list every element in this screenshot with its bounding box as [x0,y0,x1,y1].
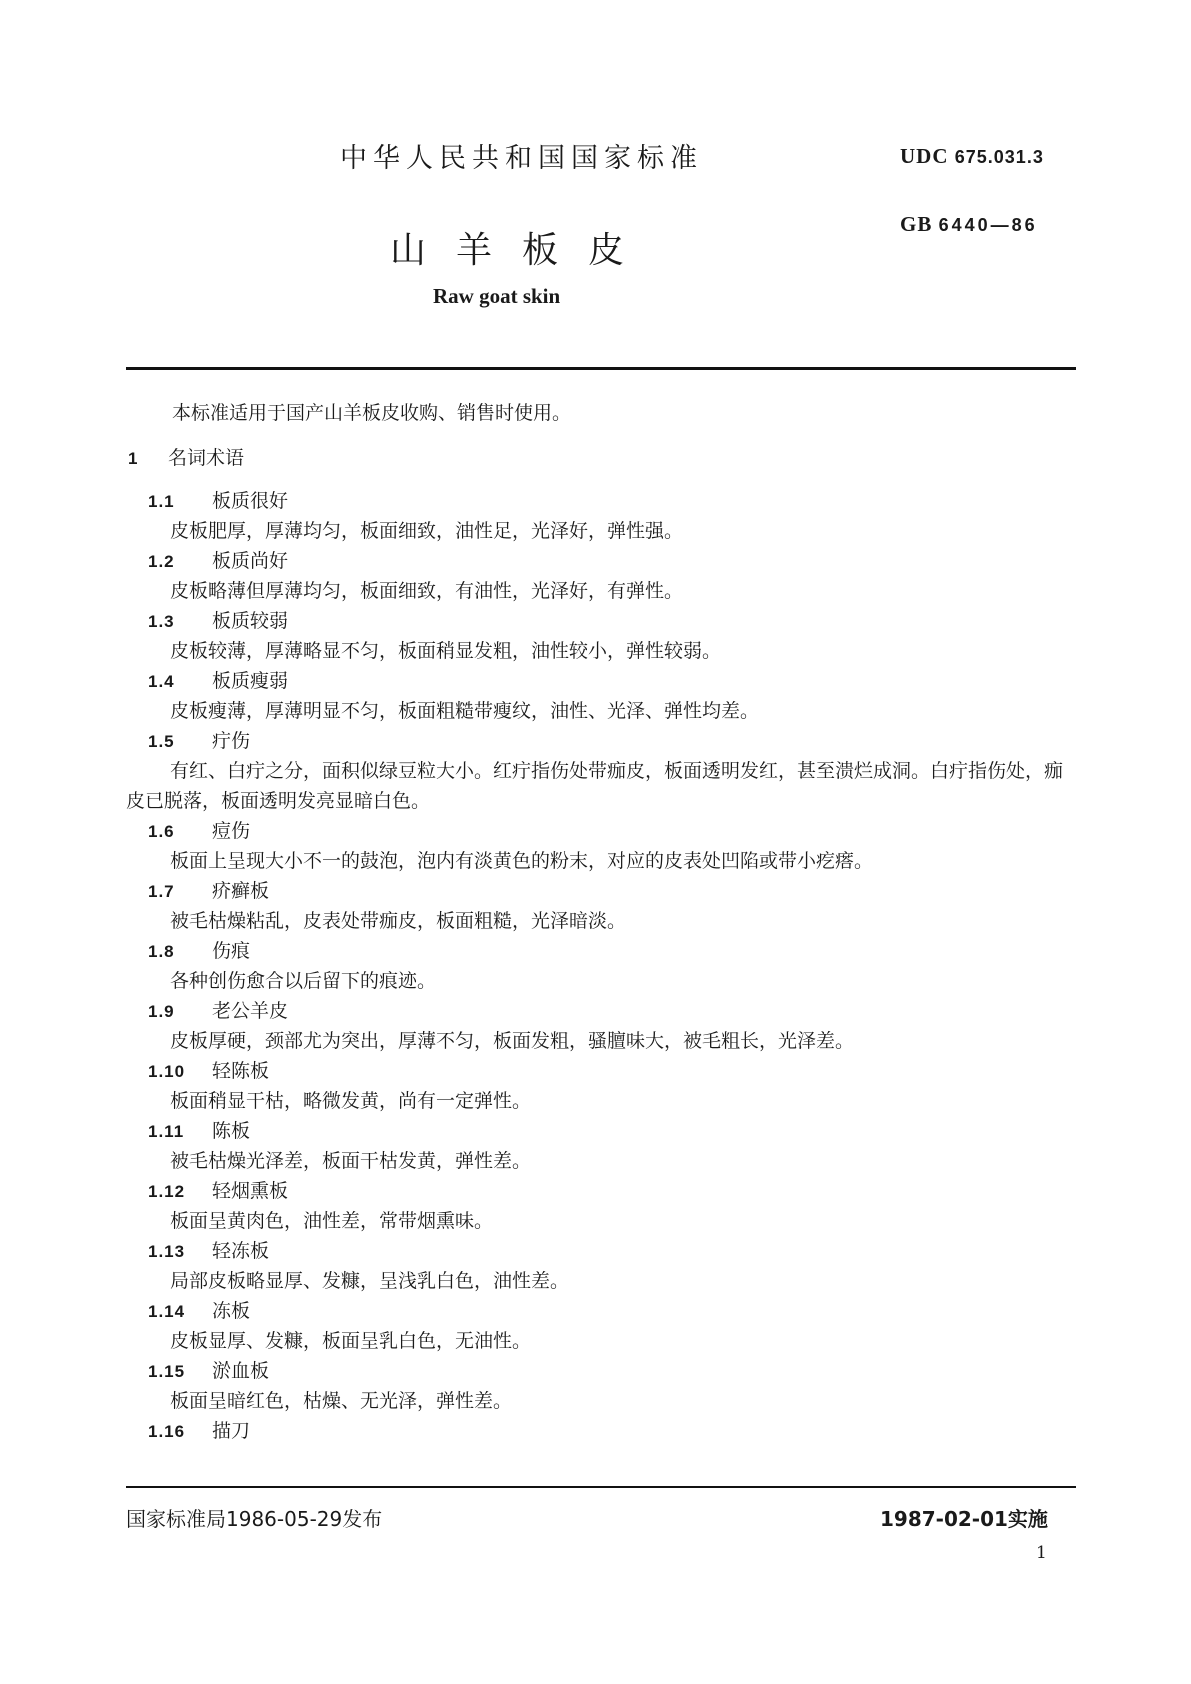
term-definition: 皮板瘦薄，厚薄明显不匀，板面粗糙带瘦纹，油性、光泽、弹性均差。 [170,700,760,722]
term-definition: 皮板厚硬，颈部尤为突出，厚薄不匀，板面发粗，骚膻味大，被毛粗长，光泽差。 [170,1030,855,1052]
term-name: 轻烟熏板 [212,1180,289,1202]
term-definition: 被毛枯燥光泽差，板面干枯发黄，弹性差。 [170,1150,532,1172]
term-number: 1.15 [148,1362,186,1381]
term-item [126,1416,1081,1446]
document-title: 山羊板皮 [390,230,655,271]
term-number: 1.12 [148,1182,186,1201]
term-definition: 板面呈黄肉色，油性差，常带烟熏味。 [170,1210,494,1232]
term-heading [126,726,1081,756]
term-name: 疔伤 [212,730,251,752]
term-name: 陈板 [212,1120,251,1142]
term-heading [126,1116,1081,1146]
term-item [126,816,1081,876]
term-definition: 板面呈暗红色，枯燥、无光泽，弹性差。 [170,1390,513,1412]
term-item [126,726,1081,816]
term-heading [126,1056,1081,1086]
udc-number: 675.031.3 [954,147,1044,167]
term-number: 1.7 [148,882,175,901]
term-item [126,1356,1081,1416]
scope-statement: 本标准适用于国产山羊板皮收购、销售时使用。 [172,402,572,424]
term-name: 板质瘦弱 [212,670,289,692]
term-definition: 局部皮板略显厚、发糠，呈浅乳白色，油性差。 [170,1270,570,1292]
term-name: 冻板 [212,1300,251,1322]
gb-code [900,212,1038,237]
term-item [126,876,1081,936]
term-item [126,1116,1081,1176]
term-name: 疥癣板 [212,880,270,902]
document-title-english: Raw goat skin [433,284,561,308]
term-heading [126,546,1081,576]
term-number: 1.16 [148,1422,186,1441]
term-number: 1.8 [148,942,175,961]
term-item [126,1236,1081,1296]
term-item [126,546,1081,606]
terms-list [126,486,1081,1446]
term-definition: 各种创伤愈合以后留下的痕迹。 [170,970,437,992]
gb-label: GB [900,212,933,236]
section-heading [128,443,244,470]
gb-number: 6440—86 [938,215,1038,235]
term-item [126,486,1081,546]
term-number: 1.4 [148,672,175,691]
term-heading [126,486,1081,516]
term-name: 老公羊皮 [212,1000,289,1022]
term-heading [126,936,1081,966]
term-definition: 有红、白疔之分，面积似绿豆粒大小。红疔指伤处带痂皮，板面透明发红，甚至溃烂成洞。白疔指伤处，痂皮已脱落，板面透明发亮显暗白色。 [126,760,1064,812]
term-heading [126,1296,1081,1326]
term-definition: 皮板显厚、发糠，板面呈乳白色，无油性。 [170,1330,532,1352]
udc-code [900,144,1044,169]
term-item [126,1056,1081,1116]
term-number: 1.1 [148,492,175,511]
term-name: 板质尚好 [212,550,289,572]
term-number: 1.9 [148,1002,175,1021]
term-heading [126,606,1081,636]
term-number: 1.3 [148,612,175,631]
term-name: 板质较弱 [212,610,289,632]
term-name: 轻陈板 [212,1060,270,1082]
term-definition: 板面上呈现大小不一的鼓泡，泡内有淡黄色的粉末，对应的皮表处凹陷或带小疙瘩。 [170,850,874,872]
term-name: 伤痕 [212,940,251,962]
term-heading [126,666,1081,696]
term-number: 1.5 [148,732,175,751]
term-item [126,1176,1081,1236]
section-number: 1 [128,449,138,468]
udc-label: UDC [900,144,949,168]
effective-date: 1987-02-01实施 [880,1507,1048,1531]
term-name: 痘伤 [212,820,251,842]
term-item [126,936,1081,996]
term-heading [126,996,1081,1026]
term-heading [126,1176,1081,1206]
term-heading [126,1356,1081,1386]
term-number: 1.14 [148,1302,186,1321]
term-definition: 皮板肥厚，厚薄均匀，板面细致，油性足，光泽好，弹性强。 [170,520,684,542]
term-definition: 皮板略薄但厚薄均匀，板面细致，有油性，光泽好，有弹性。 [170,580,684,602]
term-heading [126,816,1081,846]
term-heading [126,1236,1081,1266]
standard-heading: 中华人民共和国国家标准 [340,143,703,174]
section-title: 名词术语 [168,447,245,469]
footer-divider [126,1486,1076,1488]
term-heading [126,876,1081,906]
term-heading [126,1416,1081,1446]
term-name: 描刀 [212,1420,251,1442]
header-divider [126,367,1076,370]
term-number: 1.6 [148,822,175,841]
term-item [126,606,1081,666]
term-item [126,996,1081,1056]
term-item [126,1296,1081,1356]
term-name: 轻冻板 [212,1240,270,1262]
page-number: 1 [1036,1543,1047,1563]
term-definition: 皮板较薄，厚薄略显不匀，板面稍显发粗，油性较小，弹性较弱。 [170,640,722,662]
term-definition: 被毛枯燥粘乱，皮表处带痂皮，板面粗糙，光泽暗淡。 [170,910,627,932]
term-definition: 板面稍显干枯，略微发黄，尚有一定弹性。 [170,1090,532,1112]
term-number: 1.2 [148,552,175,571]
term-number: 1.10 [148,1062,186,1081]
term-name: 淤血板 [212,1360,270,1382]
term-item [126,666,1081,726]
term-name: 板质很好 [212,490,289,512]
issue-date: 国家标准局1986-05-29发布 [126,1507,383,1531]
term-number: 1.13 [148,1242,186,1261]
term-number: 1.11 [148,1122,185,1141]
